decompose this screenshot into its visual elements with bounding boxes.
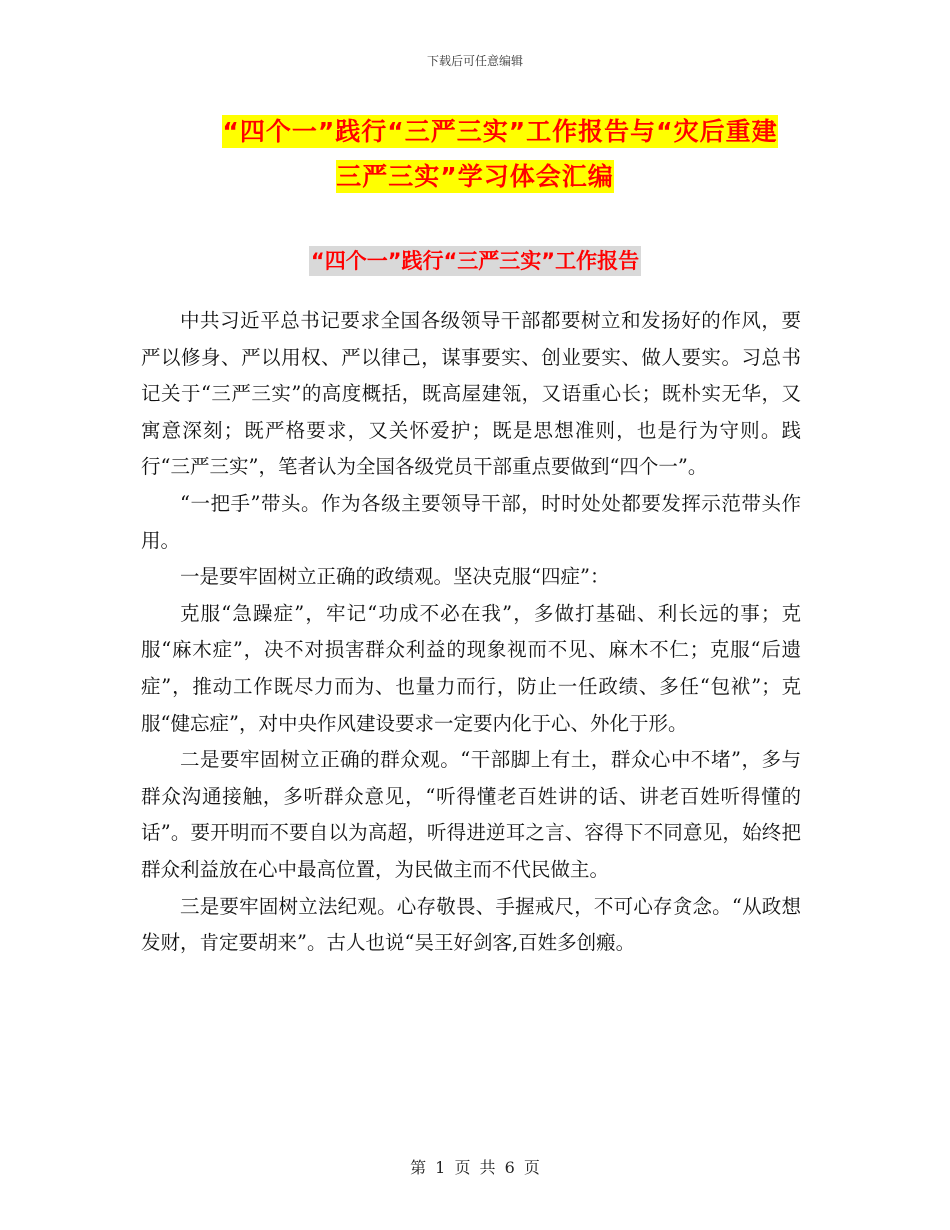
document-body — [141, 303, 801, 962]
document-title-line-2 — [0, 157, 950, 193]
title-line-1-text: “四个一”践行“三严三实”工作报告与“灾后重建 — [222, 117, 778, 146]
section-title-text: “四个一”践行“三严三实”工作报告 — [309, 246, 641, 276]
paragraph-four-symptoms: 克服“急躁症”，牢记“功成不必在我”，多做打基础、利长远的事；克服“麻木症”，决不对损害群众利益的现象视而不见、麻木不仁；克服“后遗症”，推动工作既尽力而为、也量力而行，防止一任政绩、多任“包袱”；克服“健忘症”，对中央作风建设要求一定要内化于心、外化于形。 — [141, 601, 801, 735]
page-header-note: 下载后可任意编辑 — [426, 54, 523, 68]
paragraph-intro: 中共习近平总书记要求全国各级领导干部都要树立和发扬好的作风，要严以修身、严以用权、严以律己，谋事要实、创业要实、做人要实。习总书记关于“三严三实”的高度概括，既高屋建瓴，又语重心长；既朴实无华，又寓意深刻；既严格要求，又关怀爱护；既是思想准则，也是行为守则。践行“三严三实”，笔者认为全国各级党员干部重点要做到“四个一”。 — [141, 309, 801, 479]
document-title-line-1 — [0, 112, 950, 148]
paragraph-point-one: 一是要牢固树立正确的政绩观。坚决克服“四症”： — [180, 565, 610, 589]
section-title — [0, 245, 950, 275]
paragraph-leader: “一把手”带头。作为各级主要领导干部，时时处处都要发挥示范带头作用。 — [141, 491, 801, 552]
title-line-2-text: 三严三实”学习体会汇编 — [336, 162, 614, 191]
page-number-footer: 第 1 页 共 6 页 — [410, 1158, 540, 1177]
paragraph-point-two: 二是要牢固树立正确的群众观。“干部脚上有土，群众心中不堵”，多与群众沟通接触，多听群众意见，“听得懂老百姓讲的话、讲老百姓听得懂的话”。要开明而不要自以为高超，听得进逆耳之言、容得下不同意见，始终把群众利益放在心中最高位置，为民做主而不代民做主。 — [141, 748, 801, 881]
paragraph-point-three: 三是要牢固树立法纪观。心存敬畏、手握戒尺，不可心存贪念。“从政想发财，肯定要胡来”。古人也说“吴王好剑客,百姓多创瘢。 — [141, 894, 801, 955]
